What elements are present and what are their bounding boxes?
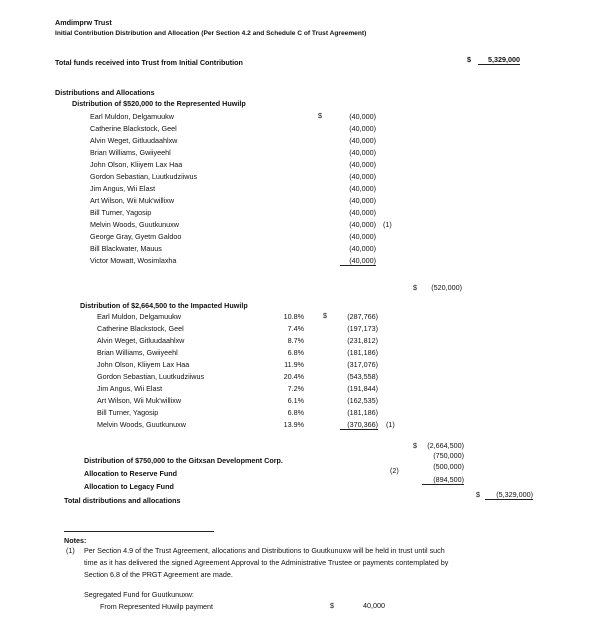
note1-line1: Per Section 4.9 of the Trust Agreement, allocations and Distributions to Guutkunuxw will be held in trust until such: [84, 546, 445, 555]
note1-line3: Section 6.8 of the PRGT Agreement are made.: [84, 570, 233, 579]
impacted-subtotal: (2,664,500): [427, 441, 464, 450]
impacted-amount: (317,076): [347, 360, 378, 369]
represented-amount: (40,000): [349, 220, 376, 229]
legacy-amount: (894,500): [422, 475, 464, 485]
represented-name: George Gray, Gyetm Galdoo: [90, 232, 182, 241]
trust-name: Amdimprw Trust: [55, 18, 112, 27]
segregated-amount: 40,000: [363, 601, 385, 610]
notes-divider: [64, 531, 214, 532]
total-received-amount: 5,329,000: [478, 55, 520, 65]
impacted-amount: (181,186): [347, 408, 378, 417]
represented-amount: (40,000): [349, 232, 376, 241]
impacted-amount: (370,366): [340, 420, 378, 430]
represented-amount: (40,000): [349, 136, 376, 145]
impacted-percent: 11.9%: [284, 360, 304, 369]
reserve-note: (2): [390, 466, 399, 475]
represented-name: Brian Williams, Gwiiyeehl: [90, 148, 171, 157]
impacted-subtotal-currency: $: [413, 441, 417, 450]
represented-amount: (40,000): [349, 244, 376, 253]
gitxsan-label: Distribution of $750,000 to the Gitxsan Development Corp.: [84, 456, 283, 465]
represented-name: John Olson, Kliiyem Lax Haa: [90, 160, 183, 169]
impacted-amount: (287,766): [347, 312, 378, 321]
impacted-amount: (191,844): [347, 384, 378, 393]
represented-name: Victor Mowatt, Wosimlaxha: [90, 256, 177, 265]
impacted-percent: 13.9%: [283, 420, 304, 429]
impacted-percent: 8.7%: [287, 336, 304, 345]
reserve-label: Allocation to Reserve Fund: [84, 469, 178, 478]
represented-currency: $: [318, 111, 322, 120]
impacted-percent: 6.8%: [287, 348, 304, 357]
impacted-name: Alvin Weget, Gitluudaahlxw: [97, 336, 185, 345]
impacted-amount: (543,558): [347, 372, 378, 381]
impacted-name: Catherine Blackstock, Geel: [97, 324, 184, 333]
represented-subtotal-currency: $: [413, 283, 417, 292]
impacted-percent: 10.8%: [283, 312, 304, 321]
impacted-name: Melvin Woods, Guutkunuxw: [97, 420, 186, 429]
impacted-heading: Distribution of $2,664,500 to the Impacted Huwilp: [80, 301, 248, 310]
represented-amount: (40,000): [349, 124, 376, 133]
total-distributions-label: Total distributions and allocations: [64, 496, 181, 505]
represented-name: Bill Turner, Yagosip: [90, 208, 152, 217]
impacted-name: Brian Williams, Gwiiyeehl: [97, 348, 178, 357]
represented-name: Catherine Blackstock, Geel: [90, 124, 177, 133]
represented-heading: Distribution of $520,000 to the Represented Huwilp: [72, 99, 246, 108]
represented-name: Bill Blackwater, Mauus: [90, 244, 162, 253]
represented-name: Jim Angus, Wii Elast: [90, 184, 156, 193]
represented-note: (1): [383, 220, 392, 229]
represented-amount: (40,000): [349, 148, 376, 157]
represented-amount: (40,000): [349, 112, 376, 121]
legacy-label: Allocation to Legacy Fund: [84, 482, 174, 491]
impacted-name: Bill Turner, Yagosip: [97, 408, 159, 417]
represented-amount: (40,000): [349, 160, 376, 169]
impacted-note: (1): [386, 420, 395, 429]
impacted-name: Jim Angus, Wii Elast: [97, 384, 163, 393]
total-distributions-currency: $: [476, 490, 480, 499]
total-received-currency: $: [467, 55, 471, 64]
represented-name: Art Wilson, Wii Muk'willixw: [90, 196, 175, 205]
reserve-amount: (500,000): [433, 462, 464, 471]
note1-line2: time as it has delivered the signed Agreement Approval to the Administrative Trustee or payments contemplated by: [84, 558, 449, 567]
gitxsan-amount: (750,000): [433, 451, 464, 460]
document-subtitle: Initial Contribution Distribution and Allocation (Per Section 4.2 and Schedule C of Trust Agreement): [55, 30, 367, 37]
represented-subtotal: (520,000): [431, 283, 462, 292]
impacted-amount: (162,535): [347, 396, 378, 405]
impacted-percent: 6.8%: [287, 408, 304, 417]
segregated-heading: Segregated Fund for Guutkunuxw:: [84, 590, 194, 599]
represented-name: Gordon Sebastian, Luutkudziiwus: [90, 172, 198, 181]
represented-name: Earl Muldon, Delgamuukw: [90, 112, 174, 121]
represented-amount: (40,000): [340, 256, 376, 266]
total-received-label: Total funds received into Trust from Initial Contribution: [55, 58, 243, 67]
impacted-percent: 7.4%: [287, 324, 304, 333]
total-distributions-amount: (5,329,000): [485, 490, 533, 500]
impacted-name: Gordon Sebastian, Luutkudziiwus: [97, 372, 205, 381]
represented-amount: (40,000): [349, 196, 376, 205]
impacted-amount: (197,173): [347, 324, 378, 333]
represented-amount: (40,000): [349, 184, 376, 193]
impacted-name: John Olson, Kliiyem Lax Haa: [97, 360, 190, 369]
note1-marker: (1): [66, 546, 75, 555]
impacted-percent: 20.4%: [283, 372, 304, 381]
represented-name: Melvin Woods, Guutkunuxw: [90, 220, 179, 229]
segregated-row-label: From Represented Huwilp payment: [100, 602, 214, 611]
represented-name: Alvin Weget, Gitluudaahlxw: [90, 136, 178, 145]
impacted-currency: $: [323, 311, 327, 320]
distributions-heading: Distributions and Allocations: [55, 88, 155, 97]
notes-heading: Notes:: [64, 536, 87, 545]
represented-amount: (40,000): [349, 172, 376, 181]
impacted-name: Art Wilson, Wii Muk'willixw: [97, 396, 182, 405]
impacted-amount: (181,186): [347, 348, 378, 357]
segregated-currency: $: [330, 601, 334, 610]
impacted-amount: (231,812): [347, 336, 378, 345]
impacted-name: Earl Muldon, Delgamuukw: [97, 312, 181, 321]
impacted-percent: 7.2%: [287, 384, 304, 393]
represented-amount: (40,000): [349, 208, 376, 217]
impacted-percent: 6.1%: [287, 396, 304, 405]
